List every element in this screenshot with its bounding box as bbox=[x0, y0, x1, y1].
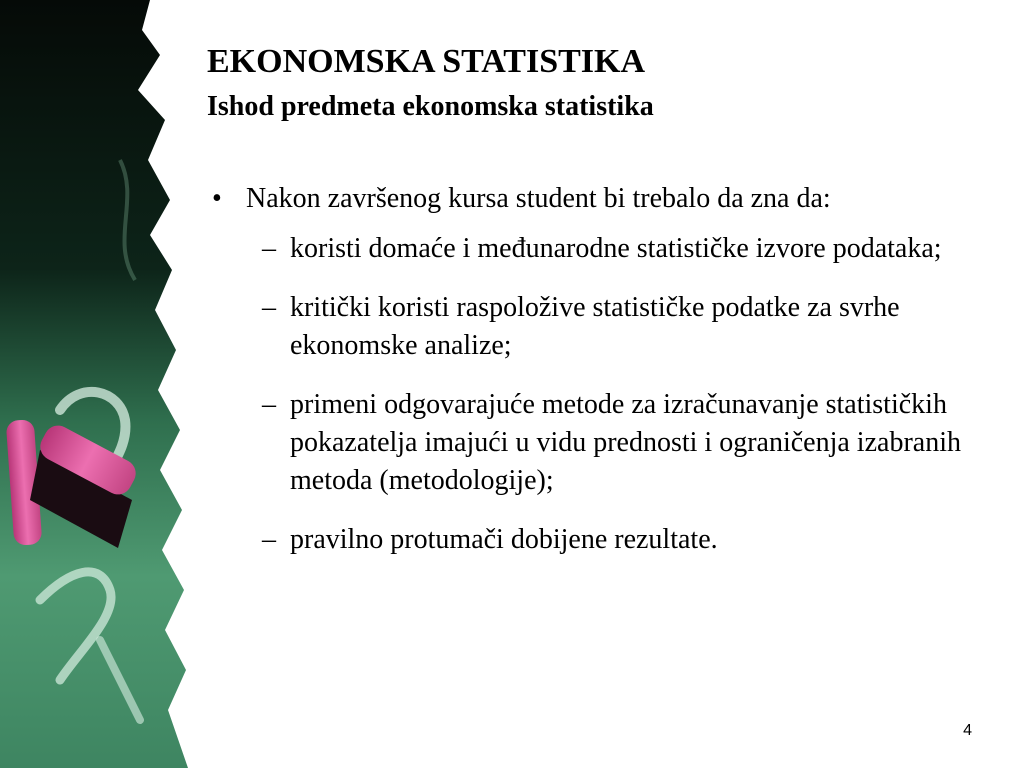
sub-bullet-item bbox=[212, 521, 992, 559]
slide-subtitle: Ishod predmeta ekonomska statistika bbox=[207, 91, 654, 122]
sub-bullet-text: kritički koristi raspoložive statističke podatke za svrhe ekonomske analize; bbox=[290, 292, 900, 361]
sub-bullet-marker: – bbox=[262, 292, 276, 323]
sub-bullet-item bbox=[212, 230, 992, 268]
page-number: 4 bbox=[963, 722, 972, 739]
sub-bullet-marker: – bbox=[262, 389, 276, 420]
sub-bullet-text: primeni odgovarajuće metode za izračunavanje statističkih pokazatelja imajući u vidu prednosti i ograničenja izabranih metoda (metodologije); bbox=[290, 389, 961, 496]
sub-bullet-list bbox=[212, 230, 992, 559]
slide-title: EKONOMSKA STATISTIKA bbox=[207, 43, 646, 80]
sub-bullet-marker: – bbox=[262, 233, 276, 264]
chalkboard-decoration bbox=[0, 0, 200, 768]
sub-bullet-marker: – bbox=[262, 524, 276, 555]
sub-bullet-item bbox=[212, 386, 992, 500]
bullet-text: Nakon završenog kursa student bi trebalo da zna da: bbox=[246, 183, 831, 214]
sub-bullet-item bbox=[212, 289, 992, 365]
sub-bullet-text: pravilno protumači dobijene rezultate. bbox=[290, 524, 718, 555]
bullet-item bbox=[212, 180, 992, 218]
sub-bullet-text: koristi domaće i međunarodne statističke izvore podataka; bbox=[290, 233, 942, 264]
slide-content bbox=[212, 180, 992, 580]
bullet-marker: • bbox=[212, 183, 222, 214]
